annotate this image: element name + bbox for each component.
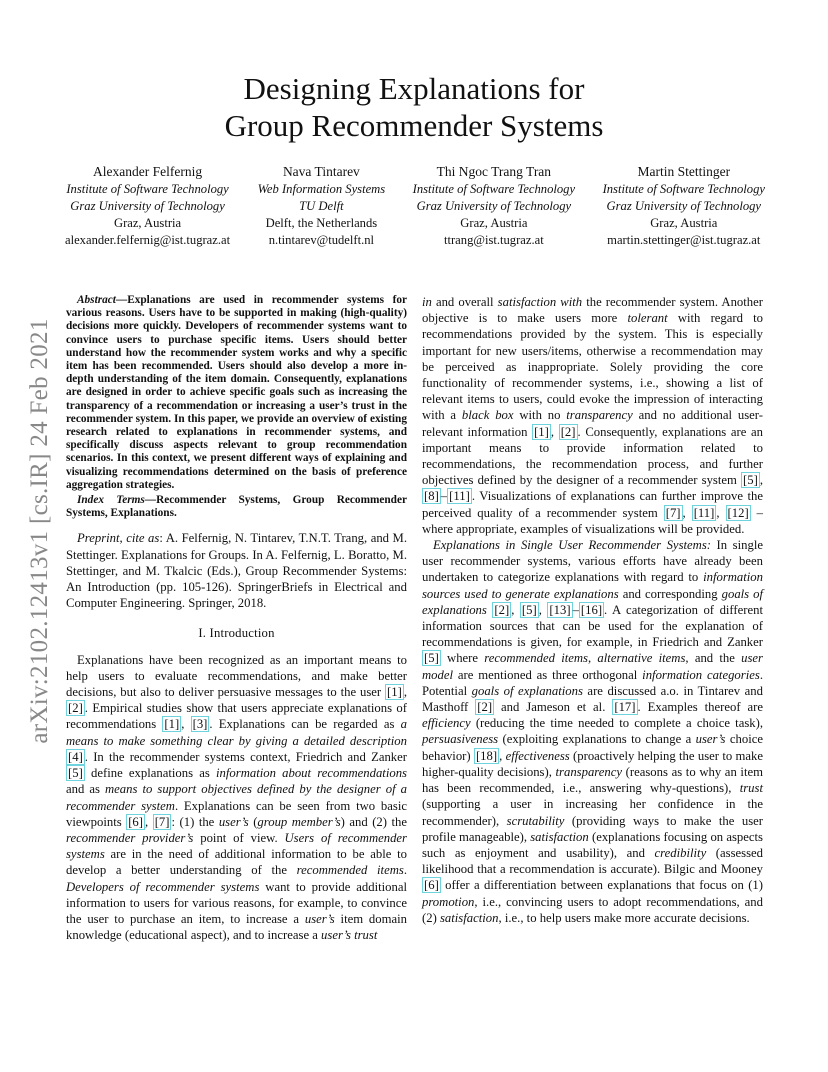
index-terms-label: Index Terms xyxy=(77,494,145,507)
author-email: ttrang@ist.tugraz.at xyxy=(443,233,544,247)
arxiv-sidebar-stamp xyxy=(8,296,72,766)
author-name: Thi Ngoc Trang Tran xyxy=(436,164,552,179)
author-3 xyxy=(413,162,575,249)
author-1 xyxy=(65,162,230,249)
single-user-explanations-paragraph: Explanations in Single User Recommender Systems: In single user recommender systems, various efforts have already been undertaken to categorize explanations with regard to information sources used to generate explanations and corresponding goals of explanations [2] , [5] , [13] – [16] . A categorization of different information sources that can be used for the explanation of recommendations is given, for example, in Friedrich and Zanker [5] where recommended items, alternative items, and the user model are mentioned as three orthogonal information categories. Potential goals of explanations are discussed a.o. in Tintarev and Masthoff [2] and Jameson et al. [17] . Examples thereof are efficiency (reducing the time needed to complete a choice task), persuasiveness (exploiting explanations to change a user’s choice behavior) [18] , effectiveness (proactively helping the user to make higher-quality decisions), transparency (reasons as to why an item has been recommended, i.e., answering why-questions), trust (supporting a user in increasing her confidence in the recommender), scrutability (providing ways to make the user profile manageable), satisfaction (explanations focusing on aspects such as enjoyment and usability), and credibility (assessed likelihood that a recommendation is accurate). Bilgic and Mooney [6] offer a differentiation between explanations that focus on (1) promotion, i.e., convincing users to adopt recommendations, and (2) satisfaction, i.e., to help users make more accurate decisions. xyxy=(422,538,764,925)
intro-paragraph: Explanations have been recognized as an important means to help users to evaluate recommendations, and make better decisions, but also to deliver persuasive messages to the user [1] , [2] . Empirical studies show that users appreciate explanations of recommendations [1] , [3] . Explanations can be regarded as a means to make something clear by giving a detailed description [4] . In the recommender systems context, Friedrich and Zanker [5] define explanations as information about recommendations and as means to support objectives defined by the designer of a recommender system. Explanations can be seen from two basic viewpoints [6] , [7] : (1) the user’s (group member’s) and (2) the recommender provider’s point of view. Users of recommender systems are in the need of additional information to be able to develop a better understanding of the recommended items. Developers of recommender systems want to provide additional information to users for various reasons, for example, to convince the user to purchase an item, to increase a user’s item domain knowledge (educational aspect), and to increase a user’s trust xyxy=(66,652,407,943)
author-institute: Institute of Software Technology xyxy=(412,182,576,196)
abstract xyxy=(66,294,407,492)
author-affiliation: Graz University of Technology xyxy=(416,199,572,213)
intro-paragraph-continued: in and overall satisfaction with the recommender system. Another objective is to make users more tolerant with regard to recommendations provided by the system. This is especially important for new users/items, otherwise a recommendation may be perceived as inappropriate. Solely providing the core functionality of recommender systems, i.e., showing a list of relevant items to users, could evoke the impression of interacting with a black box with no transparency and no additional user-relevant information [1] , [2] . Consequently, explanations are an important means to provide information related to recommendations, the recommendation process, and further objectives defined by the designer of a recommender system [5] , [8] – [11] . Visualizations of explanations can further improve the perceived quality of a recommender system [7] , [11] , [12] – where appropriate, examples of visualizations will be provided. xyxy=(422,295,764,536)
arxiv-identifier: arXiv:2102.12413v1 [cs.IR] 24 Feb 2021 xyxy=(26,318,53,744)
author-institute: Institute of Software Technology xyxy=(66,182,229,196)
author-email: alexander.felfernig@ist.tugraz.at xyxy=(65,233,231,247)
author-block xyxy=(65,162,765,249)
author-email: n.tintarev@tudelft.nl xyxy=(268,233,375,247)
author-location: Graz, Austria xyxy=(460,216,528,230)
author-email: martin.stettinger@ist.tugraz.at xyxy=(607,233,761,247)
title-line-1: Designing Explanations for xyxy=(243,71,585,106)
preprint-label: Preprint, cite as xyxy=(77,531,160,546)
title-line-2: Group Recommender Systems xyxy=(224,108,604,143)
author-location: Graz, Austria xyxy=(650,216,718,230)
author-location: Delft, the Netherlands xyxy=(265,216,378,230)
abstract-label: Abstract xyxy=(77,294,116,306)
author-2 xyxy=(258,162,386,249)
left-column xyxy=(66,294,407,943)
abstract-text: —Explanations are used in recommender systems for various reasons. Users have to be supported in making (high-quality) decisions more quickly. Developers of recommender systems want to convince users to purchase specific items. Users should better understand how the recommender system works and why a specific item has been recommended. Users should also develop a more in-depth understanding of the item domain. Consequently, explanations are designed in order to achieve specific goals such as increasing the transparency of a recommendation or increasing a user’s trust in the recommender system. In this paper, we provide an overview of existing research related to explanations in recommender systems, and specifically discuss aspects relevant to group recommendation scenarios. In this context, we present different ways of explaining and visualizing recommendations determined on the basis of preference aggregation strategies. xyxy=(66,294,407,491)
author-4 xyxy=(603,162,765,249)
index-terms-text: —Recommender Systems, Group Recommender Systems, Explanations. xyxy=(66,494,407,520)
author-institute: Web Information Systems xyxy=(257,182,386,196)
author-affiliation: Graz University of Technology xyxy=(70,199,225,213)
author-affiliation: Graz University of Technology xyxy=(606,199,762,213)
author-affiliation: TU Delft xyxy=(299,199,344,213)
right-column xyxy=(422,294,763,926)
author-name: Alexander Felfernig xyxy=(93,164,203,179)
author-name: Martin Stettinger xyxy=(637,164,731,179)
section-heading: I. Introduction xyxy=(198,626,275,641)
preprint-text: A. Felfernig, N. Tintarev, T.N.T. Trang, and M. Stettinger. Explanations for Groups. In A. Felfernig, L. Boratto, M. Stettinger, and M. Tkalcic (Eds.), Group Recommender Systems: An Introduction (pp. 105-126). SpringerBriefs in Electrical and Computer Engineering. Springer, 2018. xyxy=(66,531,407,611)
author-institute: Institute of Software Technology xyxy=(602,182,765,196)
index-terms xyxy=(66,494,407,520)
author-location: Graz, Austria xyxy=(113,216,182,230)
paper-title xyxy=(0,70,828,144)
preprint-note: Preprint, cite as: A. Felfernig, N. Tintarev, T.N.T. Trang, and M. Stettinger. Explanations for Groups. In A. Felfernig, L. Boratto, M. Stettinger, and M. Tkalcic (Eds.), Group Recommender Systems: An Introduction (pp. 105-126). SpringerBriefs in Electrical and Computer Engineering. Springer, 2018. xyxy=(66,531,407,611)
author-name: Nava Tintarev xyxy=(282,164,360,179)
